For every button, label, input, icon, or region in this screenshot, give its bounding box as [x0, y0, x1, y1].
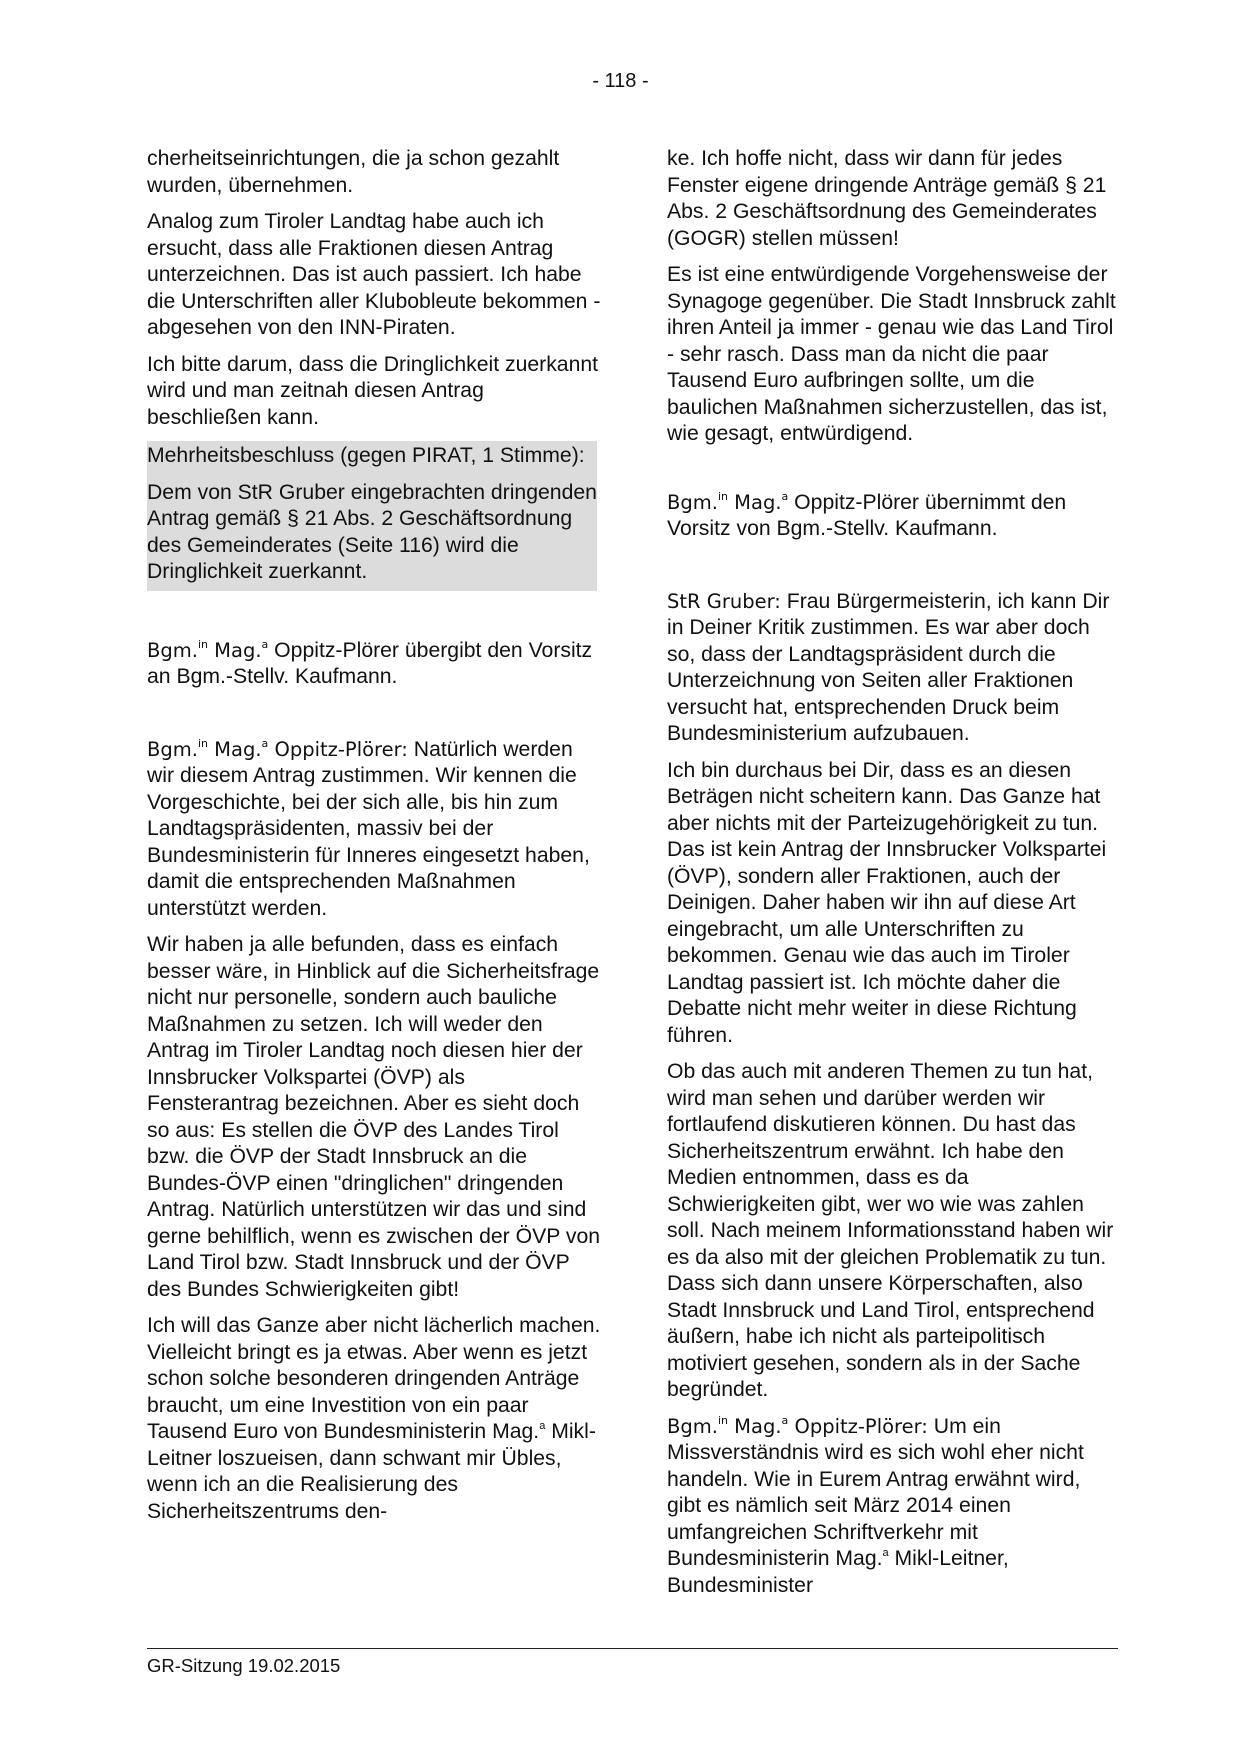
speech: Bgm.$^{in}$ Mag.$^a$ Oppitz-Plörer: Um ein Missverständnis wird es sich wohl eher nicht handeln. Wie in Eurem Antrag erwähnt wird, gibt es nämlich seit März 2014 einen umfangreichen Schriftverkehr mit Bundesministerin Mag.$^a$ Mikl-Leitner, Bundesminister: [667, 1413, 1084, 1597]
paragraph: Analog zum Tiroler Landtag habe auch ich ersucht, dass alle Fraktionen diesen Antrag unterzeichnen. Das ist auch passiert. Ich habe die Unterschriften aller Klubobleute bekommen - abgesehen von den INN-Piraten.: [147, 210, 601, 339]
procedural-note: Bgm.$^{in}$ Mag.$^a$ Oppitz-Plörer übernimmt den Vorsitz von Bgm.-Stellv. Kaufmann.: [667, 489, 1067, 540]
right-column: [667, 146, 1119, 1609]
decision-text: Dem von StR Gruber eingebrachten dringenden Antrag gemäß § 21 Abs. 2 Geschäftsordnung des Gemeinderates (Seite 116) wird die Dringlichkeit zuerkannt.: [147, 480, 597, 583]
paragraph: Ich bin durchaus bei Dir, dass es an diesen Beträgen nicht scheitern kann. Das Ganze hat aber nichts mit der Parteizugehörigkeit zu tun. Das ist kein Antrag der Innsbrucker Volkspartei (ÖVP), sondern aller Fraktionen, auch der Deinigen. Daher haben wir ihn auf diese Art eingebracht, um alle Unterschriften zu bekommen. Genau wie das auch im Tiroler Landtag passiert ist. Ich möchte daher die Debatte nicht mehr weiter in diese Richtung führen.: [667, 758, 1107, 1047]
speaker-name: StR Gruber:: [667, 589, 781, 613]
footer-divider: [147, 1648, 1118, 1649]
paragraph: Wir haben ja alle befunden, dass es einfach besser wäre, in Hinblick auf die Sicherheitsfrage nicht nur personelle, sondern auch bauliche Maßnahmen zu setzen. Ich will weder den Antrag im Tiroler Landtag noch diesen hier der Innsbrucker Volkspartei (ÖVP) als Fensterantrag bezeichnen. Aber es sieht doch so aus: Es stellen die ÖVP des Landes Tirol bzw. die ÖVP der Stadt Innsbruck an die Bundes-ÖVP einen "dringlichen" dringenden Antrag. Natürlich unterstützen wir das und sind gerne behilflich, wenn es zwischen der ÖVP von Land Tirol bzw. Stadt Innsbruck und der ÖVP des Bundes Schwierigkeiten gibt!: [147, 933, 601, 1301]
paragraph: Ich will das Ganze aber nicht lächerlich machen. Vielleicht bringt es ja etwas. Aber wenn es jetzt schon solche besonderen dringenden Anträge braucht, um eine Investition von ein paar Tausend Euro von Bundesministerin Mag.$^a$ Mikl-Leitner loszueisen, dann schwant mir Übles, wenn ich an die Realisierung des Sicherheitszentrums den-: [147, 1314, 601, 1523]
speech: StR Gruber: Frau Bürgermeisterin, ich kann Dir in Deiner Kritik zustimmen. Es war aber doch so, dass der Landtagspräsident durch die Unterzeichnung von Seiten aller Fraktionen versucht hat, entsprechenden Druck beim Bundesministerium aufzubauen.: [667, 589, 1110, 745]
speech: Bgm.$^{in}$ Mag.$^a$ Oppitz-Plörer: Natürlich werden wir diesem Antrag zustimmen. Wir kennen die Vorgeschichte, bei der sich alle, bis hin zum Landtagspräsidenten, massiv bei der Bundesministerin für Inneres eingesetzt haben, damit die entsprechenden Maßnahmen unterstützt werden.: [147, 736, 590, 920]
paragraph: Es ist eine entwürdigende Vorgehensweise der Synagoge gegenüber. Die Stadt Innsbruck zahlt ihren Anteil ja immer - genau wie das Land Tirol - sehr rasch. Dass man da nicht die paar Tausend Euro aufbringen sollte, um die baulichen Maßnahmen sicherzustellen, das ist, wie gesagt, entwürdigend.: [667, 263, 1116, 445]
paragraph: ke. Ich hoffe nicht, dass wir dann für jedes Fenster eigene dringende Anträge gemäß § 21 Abs. 2 Geschäftsordnung des Gemeinderates (GOGR) stellen müssen!: [667, 147, 1107, 250]
decision-box: [147, 441, 597, 591]
paragraph: cherheitseinrichtungen, die ja schon gezahlt wurden, übernehmen.: [147, 147, 560, 197]
paragraph: Ich bitte darum, dass die Dringlichkeit zuerkannt wird und man zeitnah diesen Antrag beschließen kann.: [147, 352, 599, 429]
left-column: [147, 146, 601, 1535]
speaker-name: Oppitz-Plörer:: [268, 737, 408, 761]
speaker-name: Oppitz-Plörer:: [788, 1414, 928, 1438]
footer-text: GR-Sitzung 19.02.2015: [147, 1655, 341, 1676]
procedural-note: Bgm.$^{in}$ Mag.$^a$ Oppitz-Plörer übergibt den Vorsitz an Bgm.-Stellv. Kaufmann.: [147, 637, 593, 688]
page-number: - 118 -: [592, 70, 649, 92]
paragraph: Ob das auch mit anderen Themen zu tun hat, wird man sehen und darüber werden wir fortlaufend diskutieren können. Du hast das Sicherheitszentrum erwähnt. Ich habe den Medien entnommen, dass es da Schwierigkeiten gibt, wer wo wie was zahlen soll. Nach meinem Informationsstand haben wir es da also mit der gleichen Problematik zu tun. Dass sich dann unsere Körperschaften, also Stadt Innsbruck und Land Tirol, entsprechend äußern, habe ich nicht als parteipolitisch motiviert gesehen, sondern als in der Sache begründet.: [667, 1060, 1114, 1401]
decision-title: Mehrheitsbeschluss (gegen PIRAT, 1 Stimme):: [147, 444, 585, 467]
